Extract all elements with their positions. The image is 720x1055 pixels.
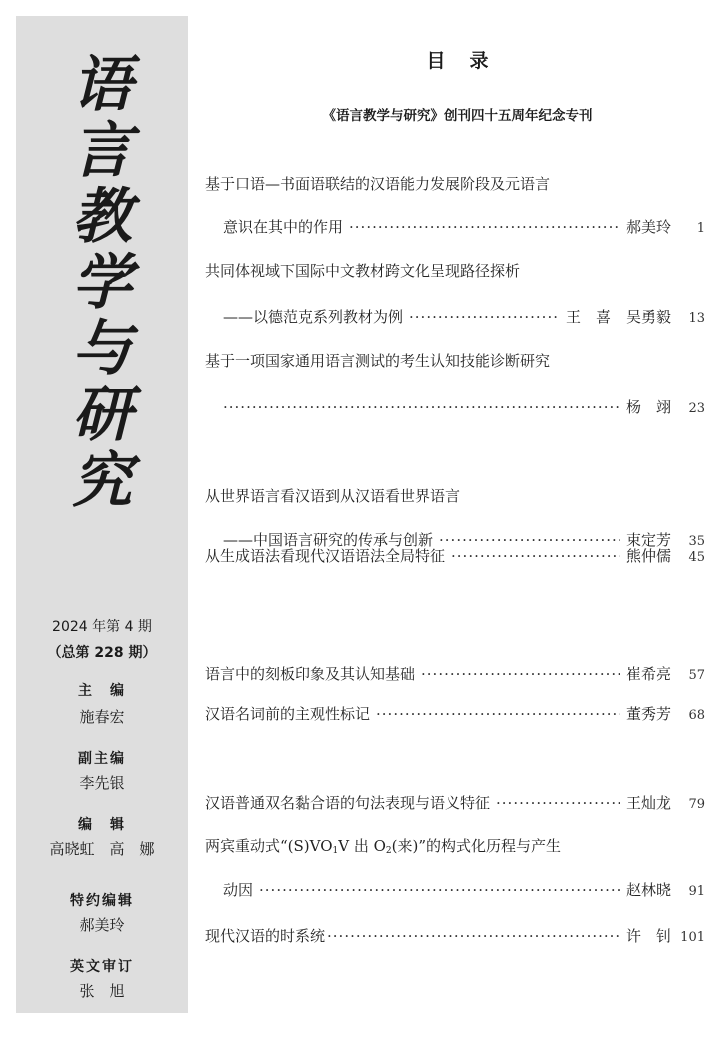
dot-leader	[409, 305, 560, 329]
toc-entry-title-cont: 动因	[223, 881, 254, 899]
english-review-name: 张 旭	[79, 982, 125, 1000]
editors-role: 编 辑	[78, 817, 126, 833]
toc-entry-page: 68	[688, 708, 705, 723]
toc-entry-author: 郝美玲	[625, 218, 671, 236]
toc-entry-title: 从生成语法看现代汉语语法全局特征	[205, 547, 446, 565]
toc-entry[interactable]	[205, 662, 705, 686]
toc-entry[interactable]	[205, 215, 705, 239]
toc-entry-author: 崔希亮	[625, 665, 671, 683]
toc-entry[interactable]	[205, 791, 705, 815]
toc-entry-title: 共同体视域下国际中文教材跨文化呈现路径探析	[205, 262, 521, 280]
toc-entry[interactable]	[205, 702, 705, 726]
special-editor-role: 特约编辑	[70, 893, 134, 909]
dot-leader	[421, 662, 620, 686]
dot-leader	[259, 878, 620, 902]
deputy-editor-name: 李先银	[79, 774, 125, 792]
journal-title-char: 与	[72, 314, 132, 384]
editor-name: 施春宏	[79, 708, 125, 726]
table-of-contents	[205, 0, 710, 1055]
deputy-editor-role: 副主编	[78, 751, 126, 767]
toc-entry-title-part: 两宾重动式“(S)VO	[205, 837, 333, 855]
editors-names: 高晓虹 高 娜	[49, 840, 155, 858]
toc-entry-author: 赵林晓	[625, 881, 671, 899]
toc-entry-page: 57	[688, 668, 705, 683]
total-issue-number: （总第 228 期）	[47, 645, 157, 661]
toc-entry-author: 杨 翊	[625, 398, 671, 416]
toc-entry-title: 现代汉语的时系统	[205, 927, 326, 945]
toc-entry-title: 汉语名词前的主观性标记	[205, 705, 371, 723]
dot-leader	[496, 791, 620, 815]
toc-entry-page: 23	[688, 401, 705, 416]
toc-entry-title: 从世界语言看汉语到从汉语看世界语言	[205, 487, 461, 505]
toc-entry[interactable]	[205, 544, 705, 568]
toc-entry-page: 45	[688, 550, 705, 565]
special-issue-title: 《语言教学与研究》创刊四十五周年纪念专刊	[322, 108, 593, 124]
issue-number: 2024 年第 4 期	[52, 619, 152, 635]
toc-entry-author: 熊仲儒	[625, 547, 671, 565]
dot-leader	[349, 215, 620, 239]
dot-leader	[327, 924, 620, 948]
journal-title	[16, 52, 188, 514]
toc-entry-author: 王灿龙	[625, 794, 671, 812]
subscript: 1	[332, 846, 339, 856]
toc-entry-title-part: V 出 O	[338, 837, 386, 855]
toc-entry-author: 许 钊	[625, 927, 671, 945]
journal-title-char: 研	[72, 380, 132, 450]
toc-entry-page: 1	[696, 221, 705, 236]
special-editor-name: 郝美玲	[79, 916, 125, 934]
toc-entry[interactable]	[205, 395, 705, 419]
journal-title-char: 学	[72, 248, 132, 318]
subscript: 2	[385, 846, 392, 856]
toc-entry-author: 束定芳	[625, 531, 671, 549]
dot-leader	[376, 702, 620, 726]
toc-entry-page: 101	[680, 930, 705, 945]
toc-title: 目录	[426, 50, 513, 72]
english-review-role: 英文审订	[70, 959, 134, 975]
dot-leader	[451, 544, 620, 568]
toc-entry-title: 基于口语—书面语联结的汉语能力发展阶段及元语言	[205, 175, 551, 193]
toc-entry-title	[205, 834, 645, 858]
toc-entry[interactable]	[205, 878, 705, 902]
toc-entry[interactable]	[205, 305, 705, 329]
toc-entry-title-cont: ——中国语言研究的传承与创新	[223, 531, 434, 549]
toc-entry-author: 董秀芳	[625, 705, 671, 723]
toc-entry-title-cont: ——以德范克系列教材为例	[223, 308, 404, 326]
toc-entry[interactable]	[205, 924, 705, 948]
toc-entry-page: 13	[688, 311, 705, 326]
toc-entry-title: 基于一项国家通用语言测试的考生认知技能诊断研究	[205, 352, 551, 370]
toc-entry-page: 35	[688, 534, 705, 549]
journal-title-char: 语	[72, 50, 132, 120]
toc-entry-page: 91	[688, 884, 705, 899]
journal-title-char: 言	[72, 116, 132, 186]
toc-entry-title: 语言中的刻板印象及其认知基础	[205, 665, 416, 683]
sidebar	[16, 16, 188, 1013]
dot-leader	[223, 395, 620, 419]
toc-entry-title-part: (来)”的构式化历程与产生	[391, 837, 562, 855]
toc-entry-page: 79	[688, 797, 705, 812]
journal-title-char: 教	[72, 182, 132, 252]
toc-entry-author: 王 喜 吴勇毅	[565, 308, 671, 326]
toc-entry-title: 汉语普通双名黏合语的句法表现与语义特征	[205, 794, 491, 812]
journal-title-char: 究	[72, 446, 132, 516]
editor-role: 主 编	[78, 683, 126, 699]
toc-entry-title-cont: 意识在其中的作用	[223, 218, 344, 236]
